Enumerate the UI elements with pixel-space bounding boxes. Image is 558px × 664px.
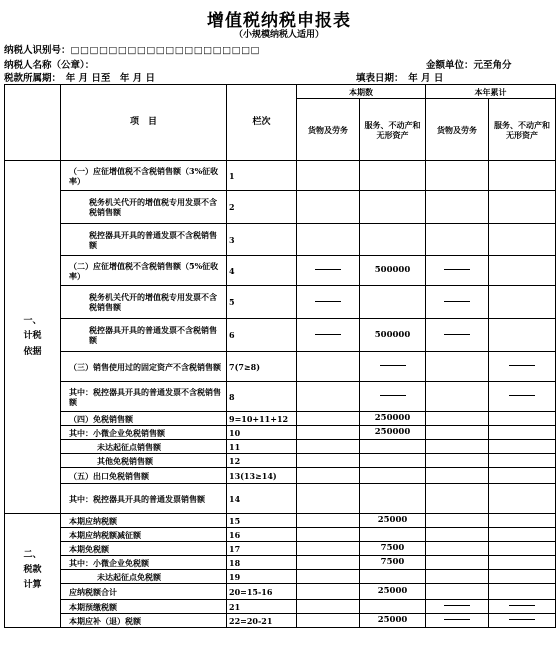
value-cell-goods[interactable] [297, 382, 360, 412]
value-cell-goods[interactable] [297, 600, 360, 614]
value-cell-svc[interactable] [360, 382, 426, 412]
value-cell-svc[interactable] [360, 161, 426, 191]
value-cell-ytd-goods[interactable] [426, 556, 489, 570]
value-cell-ytd-goods[interactable] [426, 600, 489, 614]
value-cell-ytd-svc[interactable] [489, 256, 556, 286]
table-row [5, 382, 556, 412]
value-cell-svc[interactable]: 500000 [360, 256, 426, 286]
value-cell-svc[interactable] [360, 600, 426, 614]
value-cell-goods[interactable] [297, 570, 360, 584]
value-cell-goods[interactable] [297, 542, 360, 556]
fill-date: 填表日期： 年 月 日 [356, 73, 444, 84]
value-cell-ytd-svc[interactable] [489, 570, 556, 584]
row-line-number: 20=15-16 [227, 584, 297, 600]
value-cell-ytd-goods[interactable] [426, 191, 489, 224]
value-cell-svc[interactable] [360, 352, 426, 382]
amount-unit: 金额单位：元至角分 [426, 60, 512, 71]
value-cell-goods[interactable] [297, 484, 360, 514]
row-line-number: 2 [227, 191, 297, 224]
row-line-number: 18 [227, 556, 297, 570]
row-line-number: 9=10+11+12 [227, 412, 297, 426]
tax-period: 税款所属期： 年 月 日至 年 月 日 [4, 73, 155, 84]
value-cell-goods[interactable] [297, 286, 360, 319]
value-cell-svc[interactable]: 7500 [360, 556, 426, 570]
row-line-number: 7(7≥8) [227, 352, 297, 382]
value-cell-svc[interactable] [360, 484, 426, 514]
not-applicable-dash [380, 365, 406, 366]
table-row [5, 542, 556, 556]
col-header-item: 项 目 [61, 85, 227, 161]
section-tax-basis: 一、计税依据 [5, 161, 61, 514]
row-line-number: 11 [227, 440, 297, 454]
tax-return-table [4, 84, 556, 628]
value-cell-ytd-svc[interactable] [489, 454, 556, 468]
taxpayer-name-label: 纳税人名称（公章）： [4, 60, 95, 71]
value-cell-svc[interactable]: 250000 [360, 426, 426, 440]
row-item-label: （五）出口免税销售额 [61, 468, 227, 484]
taxpayer-id-row [4, 42, 260, 56]
table-row [5, 440, 556, 454]
value-cell-ytd-goods[interactable] [426, 412, 489, 426]
value-cell-goods[interactable] [297, 224, 360, 256]
value-cell-ytd-goods[interactable] [426, 614, 489, 628]
value-cell-goods[interactable] [297, 412, 360, 426]
row-item-label: 税控器具开具的普通发票不含税销售额 [61, 319, 227, 352]
value-cell-goods[interactable] [297, 584, 360, 600]
value-cell-ytd-svc[interactable] [489, 224, 556, 256]
section-tax-calc: 二、税款计算 [5, 514, 61, 628]
value-cell-ytd-goods[interactable] [426, 440, 489, 454]
value-cell-goods[interactable] [297, 514, 360, 528]
row-line-number: 14 [227, 484, 297, 514]
value-cell-ytd-svc[interactable] [489, 542, 556, 556]
table-row [5, 570, 556, 584]
value-cell-ytd-svc[interactable] [489, 440, 556, 454]
table-row [5, 614, 556, 628]
value-cell-goods[interactable] [297, 556, 360, 570]
value-cell-ytd-goods[interactable] [426, 468, 489, 484]
value-cell-svc[interactable] [360, 468, 426, 484]
value-cell-goods[interactable] [297, 191, 360, 224]
row-item-label: 税务机关代开的增值税专用发票不含税销售额 [61, 286, 227, 319]
table-row [5, 426, 556, 440]
value-cell-ytd-goods[interactable] [426, 528, 489, 542]
value-cell-ytd-svc[interactable] [489, 382, 556, 412]
value-cell-svc[interactable]: 7500 [360, 542, 426, 556]
value-cell-svc[interactable]: 25000 [360, 584, 426, 600]
blank-corner [5, 85, 61, 161]
row-item-label: 其中：小微企业免税额 [61, 556, 227, 570]
col-header-services-ytd: 服务、不动产和无形资产 [489, 99, 556, 161]
value-cell-ytd-goods[interactable] [426, 161, 489, 191]
col-header-line: 栏次 [227, 85, 297, 161]
value-cell-ytd-goods[interactable] [426, 514, 489, 528]
value-cell-svc[interactable]: 25000 [360, 614, 426, 628]
table-row [5, 514, 556, 528]
value-cell-goods[interactable] [297, 454, 360, 468]
not-applicable-dash [444, 605, 470, 606]
not-applicable-dash [444, 619, 470, 620]
not-applicable-dash [444, 301, 470, 302]
table-row [5, 224, 556, 256]
table-row [5, 468, 556, 484]
value-cell-ytd-svc[interactable] [489, 556, 556, 570]
not-applicable-dash [315, 334, 341, 335]
value-cell-ytd-goods[interactable] [426, 224, 489, 256]
value-cell-ytd-goods[interactable] [426, 454, 489, 468]
value-cell-svc[interactable] [360, 454, 426, 468]
value-cell-ytd-goods[interactable] [426, 319, 489, 352]
value-cell-ytd-goods[interactable] [426, 426, 489, 440]
not-applicable-dash [380, 395, 406, 396]
value-cell-ytd-goods[interactable] [426, 382, 489, 412]
row-line-number: 8 [227, 382, 297, 412]
value-cell-ytd-svc[interactable] [489, 600, 556, 614]
table-row [5, 191, 556, 224]
row-line-number: 10 [227, 426, 297, 440]
value-cell-ytd-svc[interactable] [489, 319, 556, 352]
row-item-label: 未达起征点销售额 [61, 440, 227, 454]
row-line-number: 15 [227, 514, 297, 528]
value-cell-ytd-goods[interactable] [426, 256, 489, 286]
value-cell-goods[interactable] [297, 426, 360, 440]
table-row [5, 454, 556, 468]
row-item-label: 未达起征点免税额 [61, 570, 227, 584]
row-line-number: 5 [227, 286, 297, 319]
row-item-label: 本期预缴税额 [61, 600, 227, 614]
form-subtitle: （小规模纳税人适用） [233, 30, 324, 40]
not-applicable-dash [315, 301, 341, 302]
value-cell-ytd-svc[interactable] [489, 584, 556, 600]
row-line-number: 16 [227, 528, 297, 542]
table-row [5, 256, 556, 286]
value-cell-ytd-svc[interactable] [489, 514, 556, 528]
table-row [5, 556, 556, 570]
value-cell-svc[interactable] [360, 286, 426, 319]
row-item-label: （四）免税销售额 [61, 412, 227, 426]
table-row [5, 584, 556, 600]
row-item-label: 本期免税额 [61, 542, 227, 556]
taxpayer-id-boxes[interactable]: □□□□□□□□□□□□□□□□□□□□ [70, 45, 261, 56]
value-cell-goods[interactable] [297, 468, 360, 484]
value-cell-ytd-svc[interactable] [489, 286, 556, 319]
not-applicable-dash [509, 605, 535, 606]
table-row [5, 412, 556, 426]
table-row [5, 352, 556, 382]
row-line-number: 22=20-21 [227, 614, 297, 628]
row-line-number: 13(13≥14) [227, 468, 297, 484]
value-cell-ytd-goods[interactable] [426, 542, 489, 556]
row-item-label: 应纳税额合计 [61, 584, 227, 600]
row-item-label: 其中：税控器具开具的普通发票不含税销售额 [61, 382, 227, 412]
table-row [5, 319, 556, 352]
row-item-label: 本期应纳税额 [61, 514, 227, 528]
row-item-label: 其中：小微企业免税销售额 [61, 426, 227, 440]
not-applicable-dash [509, 365, 535, 366]
row-item-label: 税控器具开具的普通发票不含税销售额 [61, 224, 227, 256]
row-line-number: 12 [227, 454, 297, 468]
value-cell-ytd-svc[interactable] [489, 614, 556, 628]
value-cell-ytd-svc[interactable] [489, 161, 556, 191]
col-header-goods-current: 货物及劳务 [297, 99, 360, 161]
value-cell-ytd-svc[interactable] [489, 426, 556, 440]
value-cell-svc[interactable]: 500000 [360, 319, 426, 352]
col-header-ytd: 本年累计 [426, 85, 556, 99]
table-row [5, 600, 556, 614]
col-header-current: 本期数 [297, 85, 426, 99]
value-cell-ytd-svc[interactable] [489, 528, 556, 542]
col-header-services-current: 服务、不动产和无形资产 [360, 99, 426, 161]
row-item-label: 本期应补（退）税额 [61, 614, 227, 628]
row-item-label: 其他免税销售额 [61, 454, 227, 468]
value-cell-ytd-svc[interactable] [489, 468, 556, 484]
col-header-goods-ytd: 货物及劳务 [426, 99, 489, 161]
table-row [5, 286, 556, 319]
value-cell-svc[interactable] [360, 528, 426, 542]
value-cell-ytd-goods[interactable] [426, 352, 489, 382]
value-cell-svc[interactable] [360, 191, 426, 224]
row-line-number: 21 [227, 600, 297, 614]
value-cell-svc[interactable]: 25000 [360, 514, 426, 528]
value-cell-ytd-goods[interactable] [426, 584, 489, 600]
value-cell-goods[interactable] [297, 440, 360, 454]
row-line-number: 3 [227, 224, 297, 256]
not-applicable-dash [444, 334, 470, 335]
row-line-number: 17 [227, 542, 297, 556]
not-applicable-dash [509, 619, 535, 620]
not-applicable-dash [509, 395, 535, 396]
value-cell-svc[interactable]: 250000 [360, 412, 426, 426]
value-cell-ytd-svc[interactable] [489, 412, 556, 426]
row-item-label: 税务机关代开的增值税专用发票不含税销售额 [61, 191, 227, 224]
value-cell-svc[interactable] [360, 570, 426, 584]
value-cell-goods[interactable] [297, 352, 360, 382]
not-applicable-dash [444, 269, 470, 270]
value-cell-goods[interactable] [297, 161, 360, 191]
value-cell-ytd-svc[interactable] [489, 191, 556, 224]
value-cell-goods[interactable] [297, 528, 360, 542]
value-cell-svc[interactable] [360, 224, 426, 256]
row-item-label: （一）应征增值税不含税销售额（3%征收率） [61, 161, 227, 191]
not-applicable-dash [315, 269, 341, 270]
value-cell-ytd-goods[interactable] [426, 484, 489, 514]
row-item-label: （二）应征增值税不含税销售额（5%征收率） [61, 256, 227, 286]
value-cell-ytd-svc[interactable] [489, 484, 556, 514]
row-line-number: 4 [227, 256, 297, 286]
value-cell-ytd-goods[interactable] [426, 286, 489, 319]
form-title: 增值税纳税申报表 [207, 11, 351, 31]
value-cell-ytd-goods[interactable] [426, 570, 489, 584]
table-row [5, 484, 556, 514]
row-item-label: 本期应纳税额减征额 [61, 528, 227, 542]
row-item-label: （三）销售使用过的固定资产不含税销售额 [61, 352, 227, 382]
value-cell-goods[interactable] [297, 256, 360, 286]
row-line-number: 19 [227, 570, 297, 584]
row-line-number: 6 [227, 319, 297, 352]
taxpayer-id-label: 纳税人识别号： [4, 45, 71, 56]
row-item-label: 其中：税控器具开具的普通发票销售额 [61, 484, 227, 514]
row-line-number: 1 [227, 161, 297, 191]
value-cell-ytd-svc[interactable] [489, 352, 556, 382]
value-cell-goods[interactable] [297, 319, 360, 352]
value-cell-goods[interactable] [297, 614, 360, 628]
table-row [5, 161, 556, 191]
value-cell-svc[interactable] [360, 440, 426, 454]
table-row [5, 528, 556, 542]
